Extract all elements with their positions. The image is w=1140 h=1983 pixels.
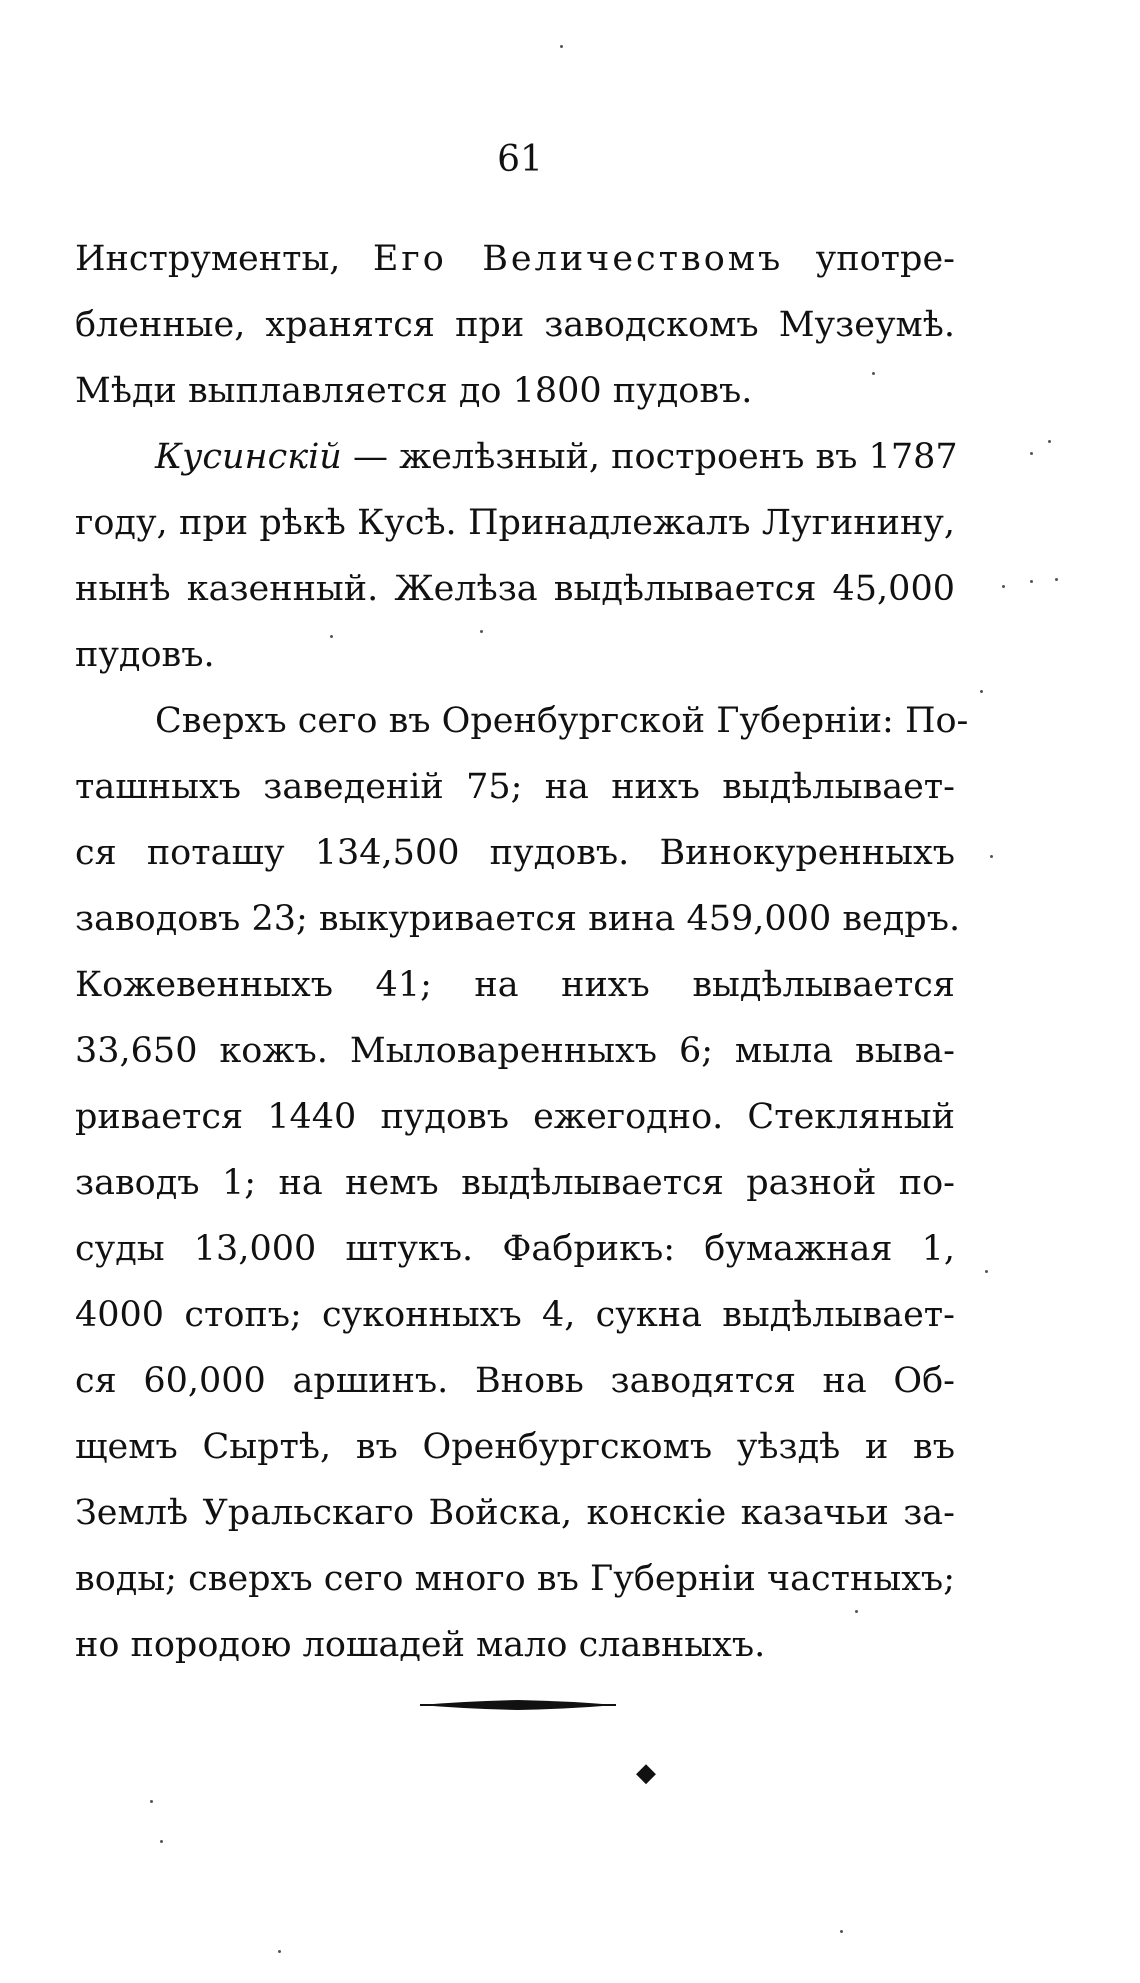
scan-speck	[985, 1270, 988, 1273]
scan-speck	[560, 45, 563, 48]
text-line: бленные, хранятся при заводскомъ Музеумѣ.	[75, 305, 955, 345]
scan-speck	[872, 372, 875, 375]
scan-speck	[480, 630, 483, 633]
text-line: суды 13,000 штукъ. Фабрикъ: бумажная 1,	[75, 1229, 955, 1269]
text-line: Кусинскій — желѣзный, построенъ въ 1787	[155, 437, 958, 477]
scan-speck	[840, 1930, 843, 1933]
text-line: заводъ 1; на немъ выдѣлывается разной по-	[75, 1163, 955, 1203]
emphasis-text: Его Величествомъ	[372, 239, 784, 279]
scan-speck	[1030, 452, 1033, 455]
page-number: 61	[497, 139, 543, 180]
text-line: Инструменты, Его Величествомъ употре-	[75, 239, 955, 279]
text-line: щемъ Сыртѣ, въ Оренбургскомъ уѣздѣ и въ	[75, 1427, 955, 1467]
scan-speck	[278, 1950, 281, 1953]
scan-speck	[160, 1840, 163, 1843]
end-rule-ornament	[418, 1698, 618, 1712]
text-line: Сверхъ сего въ Оренбургской Губерніи: По-	[155, 701, 969, 741]
text-line: Землѣ Уральскаго Войска, конскіе казачьи за-	[75, 1493, 955, 1533]
text-line: нынѣ казенный. Желѣза выдѣлывается 45,000	[75, 569, 955, 609]
scan-speck	[990, 855, 993, 858]
text-line: пудовъ.	[75, 635, 215, 675]
text-line: ташныхъ заведеній 75; на нихъ выдѣлывает-	[75, 767, 955, 807]
dot-ornament: ◆	[636, 1758, 656, 1788]
scan-speck	[150, 1800, 153, 1803]
scan-speck	[1055, 578, 1058, 581]
text-line: ся поташу 134,500 пудовъ. Винокуренныхъ	[75, 833, 955, 873]
scan-speck	[1002, 585, 1005, 588]
text-line: заводовъ 23; выкуривается вина 459,000 ведръ.	[75, 899, 961, 939]
scan-speck	[1048, 440, 1051, 443]
text-line: году, при рѣкѣ Кусѣ. Принадлежалъ Лугинину,	[75, 503, 955, 543]
scan-speck	[855, 1610, 858, 1613]
scan-speck	[980, 690, 983, 693]
text-line: 4000 стопъ; суконныхъ 4, сукна выдѣлывает-	[75, 1295, 955, 1335]
text-line: Кожевенныхъ 41; на нихъ выдѣлывается	[75, 965, 955, 1005]
body-text	[75, 226, 969, 1678]
paragraph-1	[75, 226, 955, 424]
text-line: Мѣди выплавляется до 1800 пудовъ.	[75, 371, 753, 411]
text-line: ся 60,000 аршинъ. Вновь заводятся на Об-	[75, 1361, 955, 1401]
text-line: воды; сверхъ сего много въ Губерніи частныхъ;	[75, 1559, 955, 1599]
factory-name: Кусинскій	[155, 437, 342, 477]
text-line: но породою лошадей мало славныхъ.	[75, 1625, 766, 1665]
paragraph-3	[75, 688, 969, 1678]
scan-speck	[1030, 580, 1033, 583]
text-line: 33,650 кожъ. Мыловаренныхъ 6; мыла выва-	[75, 1031, 955, 1071]
scan-speck	[330, 635, 333, 638]
text-line: ривается 1440 пудовъ ежегодно. Стекляный	[75, 1097, 955, 1137]
paragraph-2	[75, 424, 958, 688]
